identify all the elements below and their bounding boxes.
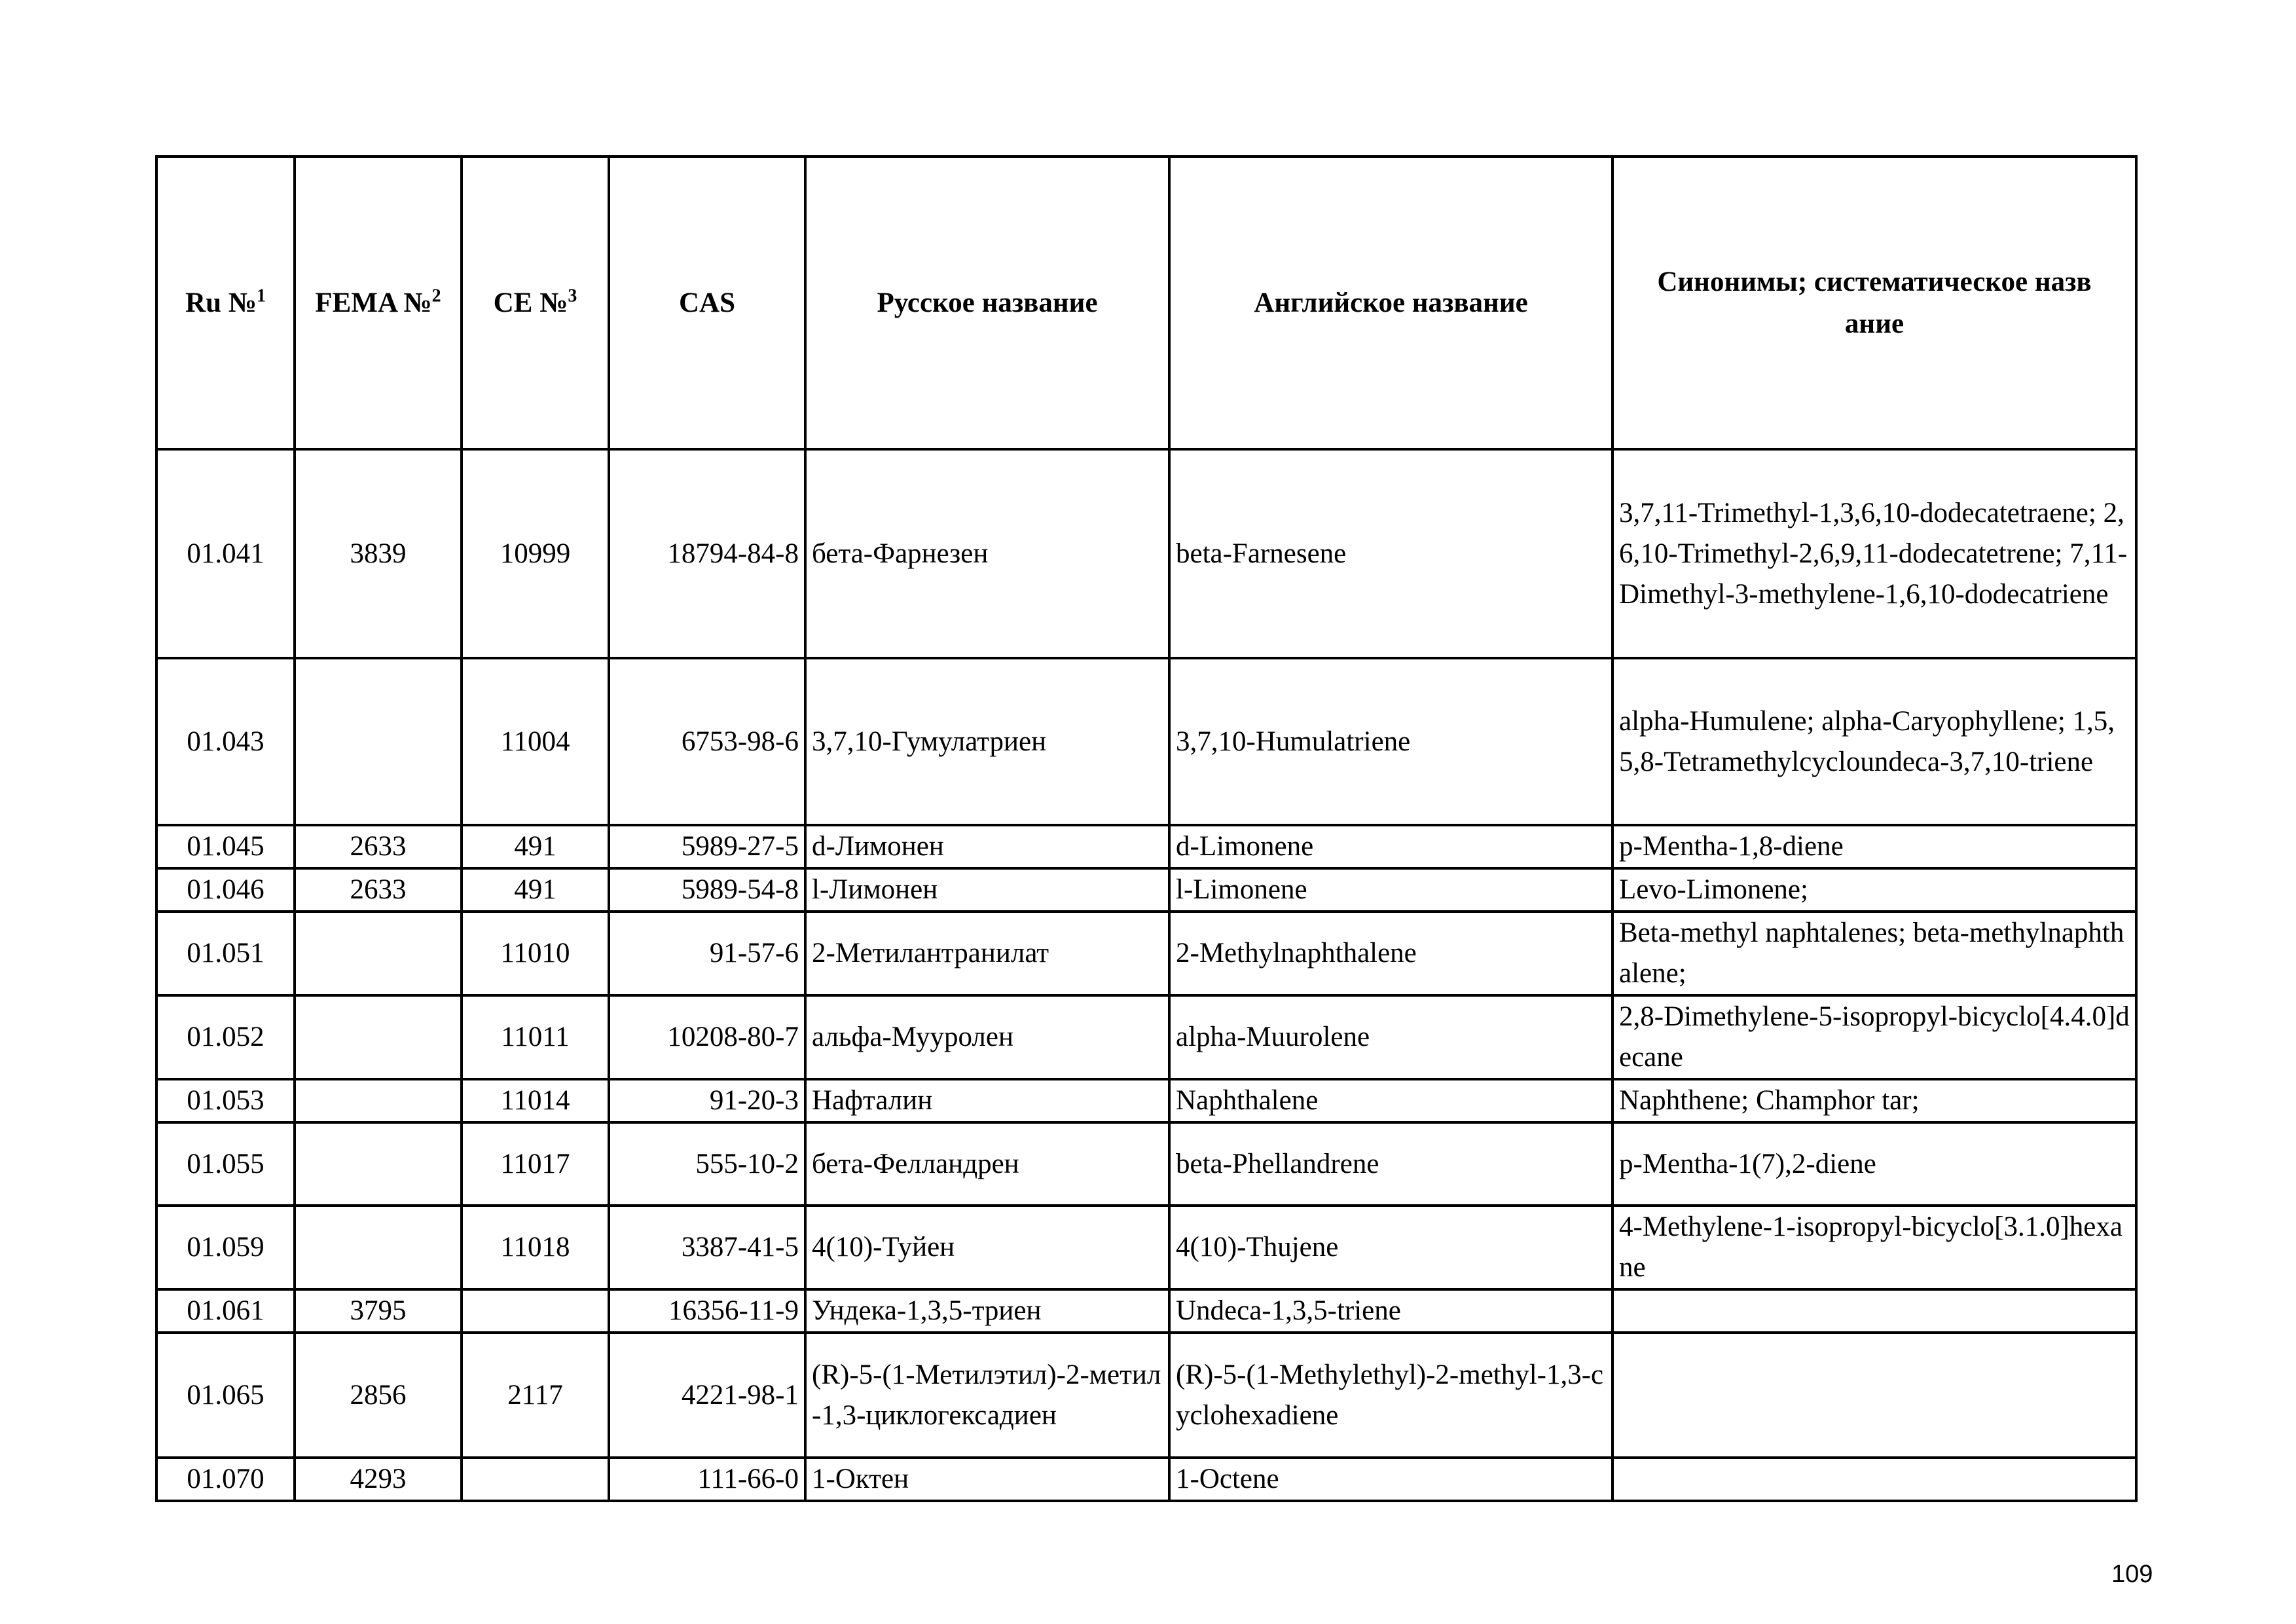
cell-russian-name: бета-Фарнезен — [805, 449, 1169, 658]
table-row — [156, 1333, 2136, 1458]
cell-english-name: Undeca-1,3,5-triene — [1169, 1289, 1613, 1333]
cell-ru-number: 01.041 — [156, 449, 295, 658]
table-row — [156, 912, 2136, 995]
cell-fema-number — [295, 658, 462, 825]
cell-russian-name: 4(10)-Туйен — [805, 1206, 1169, 1289]
cell-synonyms: alpha-Humulene; alpha-Caryophyllene; 1,5,5,8-Tetramethylcycloundeca-3,7,10-triene — [1613, 658, 2136, 825]
table-row — [156, 658, 2136, 825]
cell-english-name: beta-Phellandrene — [1169, 1122, 1613, 1206]
table-row — [156, 1122, 2136, 1206]
cell-ru-number: 01.061 — [156, 1289, 295, 1333]
table-row — [156, 995, 2136, 1079]
cell-cas: 10208-80-7 — [609, 995, 805, 1079]
cell-ru-number: 01.051 — [156, 912, 295, 995]
header-ce-number: CE №$^3$ — [462, 157, 609, 449]
cell-ce-number: 491 — [462, 825, 609, 868]
cell-english-name: l-Limonene — [1169, 868, 1613, 912]
cell-ce-number: 11014 — [462, 1079, 609, 1122]
cell-english-name: 2-Methylnaphthalene — [1169, 912, 1613, 995]
cell-english-name: 3,7,10-Humulatriene — [1169, 658, 1613, 825]
cell-fema-number: 4293 — [295, 1458, 462, 1501]
cell-russian-name: d-Лимонен — [805, 825, 1169, 868]
cell-russian-name: бета-Фелландрен — [805, 1122, 1169, 1206]
cell-russian-name: 3,7,10-Гумулатриен — [805, 658, 1169, 825]
cell-cas: 16356-11-9 — [609, 1289, 805, 1333]
cell-ru-number: 01.059 — [156, 1206, 295, 1289]
cell-ce-number — [462, 1458, 609, 1501]
cell-synonyms: 2,8-Dimethylene-5-isopropyl-bicyclo[4.4.0]decane — [1613, 995, 2136, 1079]
cell-ce-number: 2117 — [462, 1333, 609, 1458]
table-row — [156, 825, 2136, 868]
cell-cas: 4221-98-1 — [609, 1333, 805, 1458]
header-fema-number: FEMA №$^2$ — [295, 157, 462, 449]
header-russian-name: Русское название — [805, 157, 1169, 449]
table-row — [156, 868, 2136, 912]
cell-fema-number: 3839 — [295, 449, 462, 658]
cell-synonyms — [1613, 1333, 2136, 1458]
cell-synonyms: Levo-Limonene; — [1613, 868, 2136, 912]
cell-cas: 91-20-3 — [609, 1079, 805, 1122]
cell-ce-number: 11004 — [462, 658, 609, 825]
cell-russian-name: альфа-Мууролен — [805, 995, 1169, 1079]
table-row — [156, 1289, 2136, 1333]
cell-ru-number: 01.053 — [156, 1079, 295, 1122]
cell-english-name: (R)-5-(1-Methylethyl)-2-methyl-1,3-cyclohexadiene — [1169, 1333, 1613, 1458]
cell-ru-number: 01.043 — [156, 658, 295, 825]
cell-synonyms: p-Mentha-1(7),2-diene — [1613, 1122, 2136, 1206]
header-english-name: Английское название — [1169, 157, 1613, 449]
cell-russian-name: 2-Метилантранилат — [805, 912, 1169, 995]
cell-fema-number: 2633 — [295, 825, 462, 868]
cell-ru-number: 01.046 — [156, 868, 295, 912]
cell-cas: 5989-27-5 — [609, 825, 805, 868]
header-ru-number: Ru №$^1$ — [156, 157, 295, 449]
header-row — [156, 157, 2136, 449]
cell-cas: 5989-54-8 — [609, 868, 805, 912]
flavouring-substances-table — [155, 155, 2138, 1502]
cell-ce-number: 11011 — [462, 995, 609, 1079]
cell-ru-number: 01.055 — [156, 1122, 295, 1206]
cell-russian-name: Ундека-1,3,5-триен — [805, 1289, 1169, 1333]
cell-synonyms — [1613, 1289, 2136, 1333]
cell-fema-number: 2856 — [295, 1333, 462, 1458]
cell-english-name: 4(10)-Thujene — [1169, 1206, 1613, 1289]
table-row — [156, 1458, 2136, 1501]
cell-english-name: Naphthalene — [1169, 1079, 1613, 1122]
cell-fema-number — [295, 995, 462, 1079]
cell-ru-number: 01.045 — [156, 825, 295, 868]
cell-russian-name: (R)-5-(1-Метилэтил)-2-метил-1,3-циклогексадиен — [805, 1333, 1169, 1458]
cell-ce-number: 11018 — [462, 1206, 609, 1289]
cell-fema-number — [295, 1122, 462, 1206]
cell-ce-number: 11010 — [462, 912, 609, 995]
cell-ce-number: 10999 — [462, 449, 609, 658]
cell-english-name: d-Limonene — [1169, 825, 1613, 868]
cell-english-name: beta-Farnesene — [1169, 449, 1613, 658]
cell-fema-number: 3795 — [295, 1289, 462, 1333]
page-number: 109 — [2111, 1560, 2153, 1588]
cell-cas: 3387-41-5 — [609, 1206, 805, 1289]
cell-synonyms: 4-Methylene-1-isopropyl-bicyclo[3.1.0]hexane — [1613, 1206, 2136, 1289]
cell-russian-name: Нафталин — [805, 1079, 1169, 1122]
cell-ru-number: 01.070 — [156, 1458, 295, 1501]
cell-cas: 91-57-6 — [609, 912, 805, 995]
cell-synonyms: p-Mentha-1,8-diene — [1613, 825, 2136, 868]
header-cas: CAS — [609, 157, 805, 449]
cell-synonyms: Naphthene; Champhor tar; — [1613, 1079, 2136, 1122]
cell-cas: 18794-84-8 — [609, 449, 805, 658]
cell-english-name: alpha-Muurolene — [1169, 995, 1613, 1079]
table-row — [156, 1079, 2136, 1122]
cell-fema-number — [295, 1206, 462, 1289]
cell-synonyms — [1613, 1458, 2136, 1501]
cell-russian-name: 1-Октен — [805, 1458, 1169, 1501]
cell-fema-number: 2633 — [295, 868, 462, 912]
cell-cas: 555-10-2 — [609, 1122, 805, 1206]
cell-russian-name: l-Лимонен — [805, 868, 1169, 912]
cell-synonyms: 3,7,11-Trimethyl-1,3,6,10-dodecatetraene; 2,6,10-Trimethyl-2,6,9,11-dodecatetrene; 7,11-Dimethyl-3-methylene-1,6,10-dodecatriene — [1613, 449, 2136, 658]
cell-cas: 6753-98-6 — [609, 658, 805, 825]
cell-ru-number: 01.065 — [156, 1333, 295, 1458]
cell-ce-number: 491 — [462, 868, 609, 912]
cell-english-name: 1-Octene — [1169, 1458, 1613, 1501]
cell-ce-number — [462, 1289, 609, 1333]
header-synonyms: Синонимы; систематическое название — [1613, 157, 2136, 449]
cell-fema-number — [295, 1079, 462, 1122]
table-row — [156, 449, 2136, 658]
cell-cas: 111-66-0 — [609, 1458, 805, 1501]
cell-ru-number: 01.052 — [156, 995, 295, 1079]
cell-ce-number: 11017 — [462, 1122, 609, 1206]
cell-synonyms: Beta-methyl naphtalenes; beta-methylnaphthalene; — [1613, 912, 2136, 995]
table-row — [156, 1206, 2136, 1289]
cell-fema-number — [295, 912, 462, 995]
